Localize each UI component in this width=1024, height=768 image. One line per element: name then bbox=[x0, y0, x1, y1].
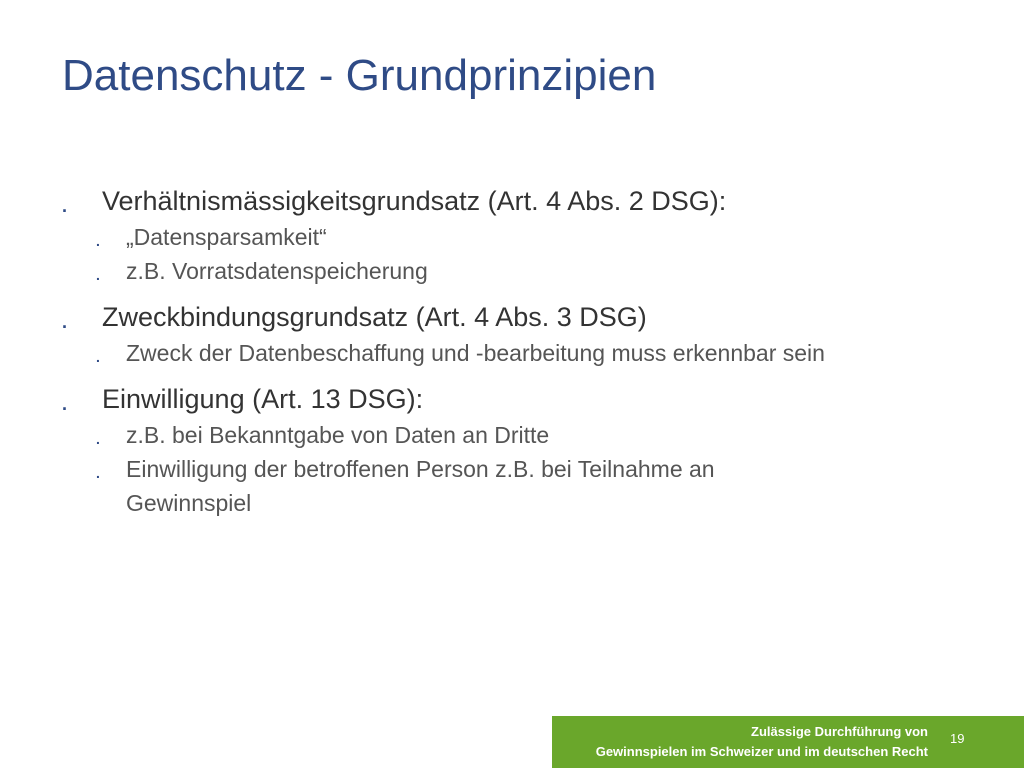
sub-bullet-text: z.B. bei Bekanntgabe von Daten an Dritte bbox=[126, 422, 550, 448]
sub-bullet-text: z.B. Vorratsdatenspeicherung bbox=[126, 258, 428, 284]
slide-title: Datenschutz - Grundprinzipien bbox=[62, 51, 657, 100]
sub-bullet-item bbox=[58, 452, 826, 520]
sub-bullet-marker: . bbox=[96, 431, 100, 447]
bullet-item-3 bbox=[58, 380, 888, 418]
sub-bullet-item bbox=[58, 418, 826, 452]
sub-bullet-text: Einwilligung der betroffenen Person z.B. bei Teilnahme an Gewinnspiel bbox=[126, 456, 715, 516]
sub-bullet-marker: . bbox=[96, 349, 100, 365]
bullet-list bbox=[58, 182, 888, 520]
footer-line-2: Gewinnspielen im Schweizer und im deutschen Recht bbox=[595, 744, 928, 759]
sub-bullet-marker: . bbox=[96, 267, 100, 283]
sub-bullet-marker: . bbox=[96, 233, 100, 249]
bullet-marker: . bbox=[62, 394, 68, 414]
bullet-text: Zweckbindungsgrundsatz (Art. 4 Abs. 3 DSG) bbox=[102, 302, 647, 332]
bullet-item-1 bbox=[58, 182, 888, 220]
footer-caption bbox=[596, 722, 928, 762]
bullet-text: Einwilligung (Art. 13 DSG): bbox=[102, 384, 424, 414]
footer-line-1: Zulässige Durchführung von bbox=[751, 724, 928, 739]
sub-bullet-text: Zweck der Datenbeschaffung und -bearbeitung muss erkennbar sein bbox=[126, 340, 825, 366]
page-number: 19 bbox=[950, 731, 965, 746]
sub-bullet-item bbox=[58, 254, 826, 288]
bullet-item-2 bbox=[58, 298, 888, 336]
sub-bullet-text: „Datensparsamkeit“ bbox=[126, 224, 327, 250]
footer-bar bbox=[552, 716, 1024, 768]
bullet-text: Verhältnismässigkeitsgrundsatz (Art. 4 Abs. 2 DSG): bbox=[102, 186, 727, 216]
bullet-marker: . bbox=[62, 312, 68, 332]
bullet-marker: . bbox=[62, 196, 68, 216]
sub-bullet-item bbox=[58, 220, 826, 254]
sub-bullet-marker: . bbox=[96, 465, 100, 481]
sub-bullet-item bbox=[58, 336, 826, 370]
